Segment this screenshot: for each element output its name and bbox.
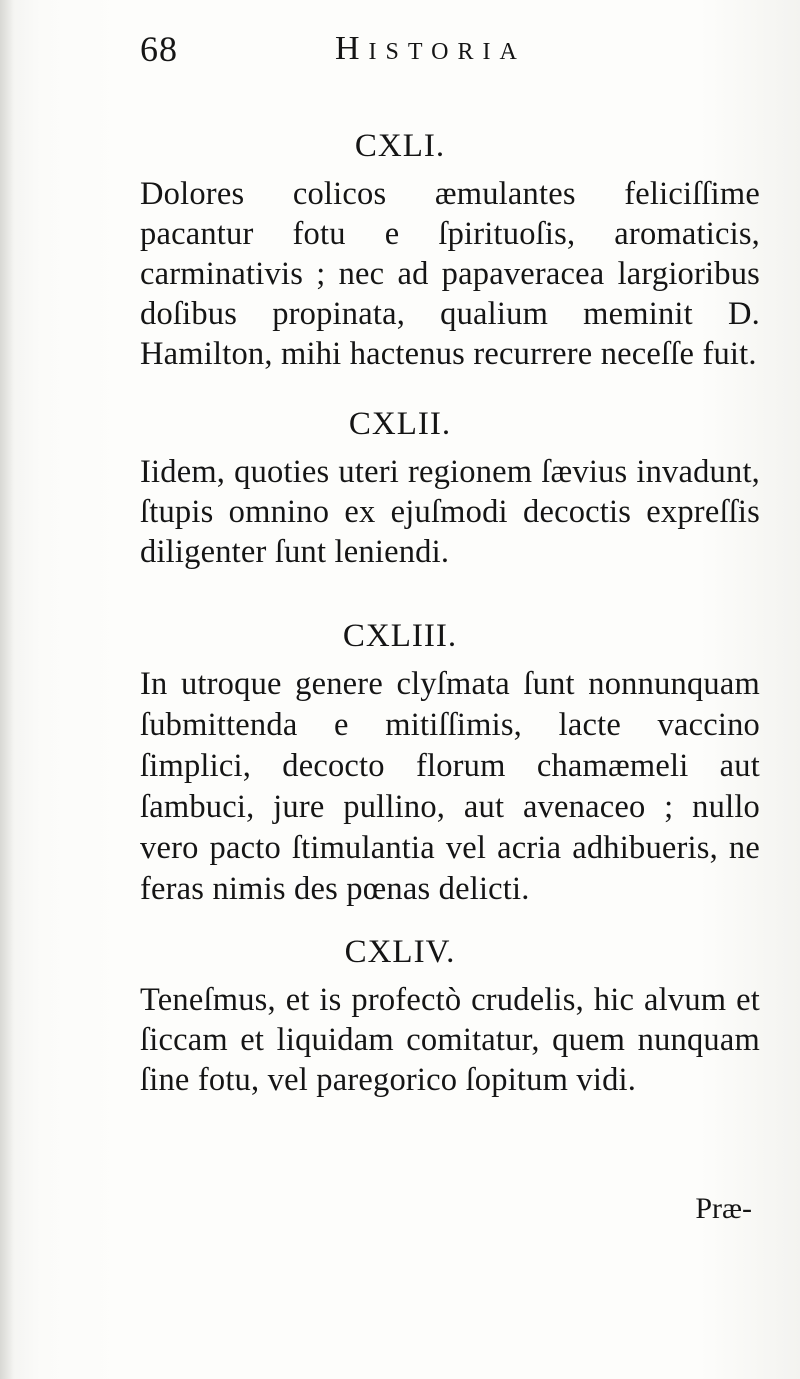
paragraph-cxliv: Teneſmus, et is profectò crudelis, hic alvum et ſiccam et liquidam comitatur, quem nunquam ſine fotu, vel paregorico ſopitum vidi. [140, 982, 760, 1098]
page-header [140, 28, 740, 88]
paragraph-cxliii: In utroque genere clyſmata ſunt nonnunquam ſubmittenda e mitiſſimis, lacte vaccino ſimplici, decocto florum chamæmeli aut ſambuci, jure pullino, aut avenaceo ; nullo vero pacto ſtimulantia vel acria adhibueris, ne feras nimis des pœnas delicti. [140, 666, 760, 907]
page-edge-shadow [0, 0, 14, 1379]
running-title: Historia [335, 30, 526, 67]
section-title-cxlii: CXLII. [348, 406, 452, 442]
paragraph-cxli: Dolores colicos æmulantes feliciſſime pacantur fotu e ſpirituoſis, aromaticis, carminativis ; nec ad papaveracea largioribus doſibus propinata, qualium meminit D. Hamilton, mihi hactenus recurrere neceſſe fuit. [140, 176, 760, 372]
catchword: Præ- [695, 1192, 752, 1225]
paragraph-cxlii: Iidem, quoties uteri regionem ſævius invadunt, ſtupis omnino ex ejuſmodi decoctis expreſſis diligenter ſunt leniendi. [140, 454, 760, 570]
section-title-cxliv: CXLIV. [344, 934, 456, 970]
section-title-cxliii: CXLIII. [342, 618, 458, 654]
section-title-cxli: CXLI. [354, 128, 446, 164]
page-number: 68 [140, 29, 178, 69]
